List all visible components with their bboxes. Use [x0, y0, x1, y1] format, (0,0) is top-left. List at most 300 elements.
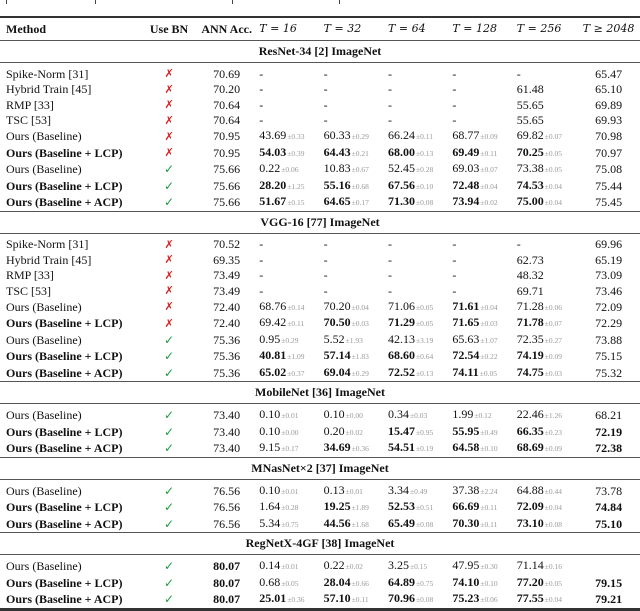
accuracy-value: 0.22: [323, 558, 345, 572]
table-row: [0, 365, 640, 382]
std-dev: ±0.13: [416, 368, 434, 378]
std-dev: ±0.06: [480, 595, 498, 604]
accuracy-value: 55.65: [516, 97, 544, 112]
accuracy-value: 69.42: [259, 315, 287, 329]
accuracy-value: -: [452, 66, 457, 81]
accuracy-cell: [513, 194, 577, 211]
table-row: [0, 194, 640, 211]
accuracy-value: -: [452, 237, 457, 251]
accuracy-cell: [513, 499, 577, 516]
accuracy-value: -: [388, 66, 393, 81]
accuracy-cell: [255, 558, 319, 575]
accuracy-value: 0.34: [388, 407, 410, 421]
accuracy-value: 65.63: [452, 331, 480, 346]
accuracy-value: 72.48: [452, 177, 480, 192]
method-cell: Hybrid Train [45]: [6, 82, 92, 96]
accuracy-t2048-cell: 65.47: [595, 66, 623, 81]
accuracy-cell: [448, 516, 512, 533]
accuracy-value: 75.00: [516, 194, 544, 208]
accuracy-cell: [255, 483, 319, 500]
accuracy-t2048-cell: 65.10: [595, 82, 623, 96]
accuracy-cell: [255, 161, 319, 178]
section-title: MobileNet [36] ImageNet: [0, 382, 640, 404]
accuracy-value: 71.28: [516, 298, 544, 313]
use-bn-cell: [140, 237, 198, 253]
std-dev: ±0.03: [410, 411, 428, 420]
accuracy-cell: [320, 113, 384, 129]
accuracy-value: -: [259, 283, 264, 298]
accuracy-value: 70.50: [323, 315, 351, 329]
accuracy-cell: [255, 178, 319, 195]
accuracy-cell: [384, 66, 448, 82]
accuracy-value: 70.20: [323, 298, 351, 313]
accuracy-value: 71.29: [388, 315, 416, 329]
std-dev: ±0.13: [416, 148, 434, 158]
accuracy-cell: [448, 237, 512, 253]
accuracy-cell: [448, 145, 512, 162]
accuracy-value: -: [452, 113, 457, 127]
accuracy-cell: [513, 252, 577, 268]
method-cell: Ours (Baseline): [6, 129, 82, 143]
accuracy-cell: [513, 97, 577, 113]
accuracy-value: 28.20: [259, 177, 287, 192]
std-dev: ±0.15: [287, 198, 305, 207]
accuracy-value: 71.14: [516, 558, 544, 572]
accuracy-cell: [384, 283, 448, 299]
table-row: [0, 315, 640, 332]
std-dev: ±0.02: [480, 198, 498, 207]
accuracy-value: 73.38: [516, 161, 544, 175]
ann-acc-cell: 70.52: [213, 237, 241, 251]
std-dev: ±0.28: [281, 503, 299, 512]
use-bn-cell: [140, 178, 198, 195]
use-bn-cell: [140, 348, 198, 365]
accuracy-t2048-cell: 73.78: [595, 483, 623, 498]
accuracy-cell: [384, 237, 448, 253]
method-cell: Ours (Baseline): [6, 559, 82, 573]
check-icon: ✓: [164, 349, 175, 363]
cross-icon: ✗: [164, 268, 174, 282]
accuracy-value: -: [259, 97, 264, 112]
table-row: [0, 237, 640, 253]
std-dev: ±0.67: [351, 165, 369, 174]
accuracy-cell: [513, 82, 577, 98]
header-t128: T = 128: [448, 17, 512, 41]
std-dev: ±3.19: [416, 335, 434, 345]
accuracy-t2048-cell: 74.84: [595, 500, 623, 514]
accuracy-value: 72.35: [516, 331, 544, 346]
accuracy-value: -: [516, 66, 521, 81]
use-bn-cell: [140, 575, 198, 592]
std-dev: ±0.02: [345, 427, 363, 437]
accuracy-value: 70.30: [452, 515, 480, 530]
accuracy-value: 0.10: [259, 482, 281, 497]
std-dev: ±0.12: [474, 411, 492, 420]
std-dev: ±0.49: [410, 486, 428, 496]
std-dev: ±0.03: [544, 368, 563, 378]
std-dev: ±0.36: [351, 444, 369, 453]
accuracy-cell: [513, 268, 577, 284]
use-bn-cell: [140, 128, 198, 145]
accuracy-t2048-cell: 75.10: [595, 516, 623, 531]
accuracy-cell: [320, 66, 384, 82]
accuracy-cell: [448, 424, 512, 441]
accuracy-value: -: [259, 66, 264, 81]
accuracy-value: 0.95: [259, 331, 281, 346]
std-dev: ±0.08: [416, 519, 434, 529]
table-row: [0, 299, 640, 316]
method-cell: Ours (Baseline + ACP): [6, 365, 123, 380]
check-icon: ✓: [164, 500, 175, 514]
std-dev: ±0.05: [416, 319, 434, 328]
accuracy-cell: [320, 332, 384, 349]
accuracy-cell: [320, 252, 384, 268]
use-bn-cell: [140, 558, 198, 575]
accuracy-value: 69.04: [323, 364, 351, 379]
accuracy-value: 52.53: [388, 499, 416, 513]
std-dev: ±0.04: [480, 302, 498, 312]
check-icon: ✓: [164, 408, 175, 422]
accuracy-cell: [384, 575, 448, 592]
accuracy-value: 71.65: [452, 315, 480, 329]
accuracy-value: 57.10: [323, 591, 351, 605]
ann-acc-cell: 70.95: [213, 129, 241, 143]
accuracy-cell: [255, 268, 319, 284]
std-dev: ±0.95: [416, 427, 434, 437]
accuracy-cell: [448, 194, 512, 211]
std-dev: ±0.37: [287, 368, 305, 378]
accuracy-value: 64.43: [323, 144, 351, 159]
accuracy-value: 64.88: [516, 482, 544, 497]
accuracy-value: 68.76: [259, 298, 287, 313]
accuracy-cell: [448, 499, 512, 516]
std-dev: ±0.01: [345, 486, 363, 496]
check-icon: ✓: [164, 559, 175, 573]
cross-icon: ✗: [164, 253, 174, 266]
accuracy-cell: [384, 591, 448, 609]
section-header-row: [0, 533, 640, 555]
accuracy-value: -: [452, 97, 457, 112]
ann-acc-cell: 75.66: [213, 162, 241, 176]
accuracy-value: -: [323, 283, 328, 298]
accuracy-value: -: [452, 283, 457, 298]
accuracy-cell: [448, 365, 512, 382]
accuracy-cell: [320, 194, 384, 211]
accuracy-value: -: [259, 82, 264, 96]
accuracy-cell: [448, 483, 512, 500]
accuracy-value: -: [259, 268, 264, 282]
accuracy-cell: [513, 483, 577, 500]
accuracy-cell: [255, 348, 319, 365]
method-cell: Ours (Baseline + LCP): [6, 575, 123, 590]
std-dev: ±0.04: [351, 302, 369, 312]
method-cell: RMP [33]: [6, 97, 54, 112]
accuracy-cell: [384, 252, 448, 268]
accuracy-value: 22.46: [516, 407, 544, 421]
method-cell: Spike-Norm [31]: [6, 66, 89, 81]
std-dev: ±0.01: [281, 486, 299, 496]
accuracy-cell: [513, 365, 577, 382]
std-dev: ±0.04: [544, 503, 563, 512]
std-dev: ±0.08: [416, 595, 434, 604]
accuracy-value: 5.52: [323, 331, 345, 346]
std-dev: ±0.64: [416, 352, 434, 361]
accuracy-t2048-cell: 79.21: [577, 591, 640, 609]
use-bn-cell: [140, 252, 198, 268]
header-method: Method: [0, 17, 140, 41]
method-cell: Ours (Baseline): [6, 299, 82, 314]
use-bn-cell: [140, 499, 198, 516]
accuracy-value: 73.10: [516, 515, 544, 530]
accuracy-cell: [448, 252, 512, 268]
std-dev: ±2.24: [480, 486, 498, 496]
accuracy-value: -: [388, 252, 393, 267]
accuracy-cell: [320, 499, 384, 516]
accuracy-cell: [255, 591, 319, 609]
accuracy-cell: [448, 178, 512, 195]
section-title: MNasNet×2 [37] ImageNet: [0, 457, 640, 479]
accuracy-value: 0.10: [259, 407, 281, 421]
accuracy-cell: [513, 332, 577, 349]
accuracy-value: 74.19: [516, 348, 544, 362]
use-bn-cell: [140, 66, 198, 82]
accuracy-cell: [255, 145, 319, 162]
check-icon: ✓: [164, 483, 175, 498]
std-dev: ±0.06: [544, 302, 563, 312]
use-bn-cell: [140, 315, 198, 332]
accuracy-value: 51.67: [259, 194, 287, 208]
use-bn-cell: [140, 332, 198, 349]
accuracy-value: 74.10: [452, 574, 480, 589]
ann-acc-cell: 75.66: [213, 178, 241, 193]
accuracy-value: 10.83: [323, 161, 351, 175]
accuracy-cell: [255, 66, 319, 82]
accuracy-t2048-cell: 69.89: [595, 97, 623, 112]
table-row: [0, 348, 640, 365]
ann-acc-cell: 76.56: [213, 500, 241, 514]
accuracy-cell: [448, 268, 512, 284]
accuracy-value: -: [323, 66, 328, 81]
method-cell: Ours (Baseline): [6, 332, 82, 347]
accuracy-t2048-cell: 73.88: [595, 332, 623, 347]
std-dev: ±0.22: [480, 352, 498, 361]
std-dev: ±0.07: [544, 132, 563, 141]
accuracy-value: 9.15: [259, 440, 281, 454]
ann-acc-cell: 73.40: [213, 441, 241, 455]
table-row: [0, 483, 640, 500]
accuracy-cell: [320, 237, 384, 253]
std-dev: ±0.17: [281, 444, 299, 453]
accuracy-cell: [255, 575, 319, 592]
method-cell: Ours (Baseline): [6, 483, 82, 498]
std-dev: ±0.36: [287, 595, 305, 604]
accuracy-cell: [448, 315, 512, 332]
accuracy-value: 15.47: [388, 423, 416, 438]
std-dev: ±0.05: [479, 368, 497, 378]
ann-acc-cell: 75.36: [213, 332, 241, 347]
ann-acc-cell: 73.40: [213, 408, 241, 422]
std-dev: ±0.09: [480, 132, 498, 141]
accuracy-value: 77.20: [516, 574, 544, 589]
accuracy-t2048-cell: 75.32: [595, 365, 623, 380]
accuracy-value: 72.54: [452, 348, 480, 362]
check-icon: ✓: [164, 441, 175, 455]
accuracy-value: 3.25: [388, 558, 410, 572]
accuracy-cell: [255, 365, 319, 382]
use-bn-cell: [140, 483, 198, 500]
accuracy-cell: [448, 161, 512, 178]
ann-acc-cell: 75.66: [213, 195, 241, 209]
accuracy-value: 48.32: [516, 268, 544, 282]
accuracy-value: 40.81: [259, 348, 287, 362]
cross-icon: ✗: [164, 98, 174, 111]
accuracy-value: 70.25: [516, 144, 544, 159]
method-cell: Ours (Baseline + ACP): [0, 591, 140, 609]
std-dev: ±0.02: [345, 562, 363, 571]
use-bn-cell: [140, 283, 198, 299]
table-row: [0, 128, 640, 145]
std-dev: ±0.14: [287, 302, 305, 312]
accuracy-value: 43.69: [259, 128, 287, 142]
accuracy-t2048-cell: 72.09: [595, 299, 623, 314]
accuracy-cell: [448, 332, 512, 349]
method-cell: Ours (Baseline + ACP): [6, 441, 123, 455]
check-icon: ✓: [164, 332, 175, 347]
cross-icon: ✗: [164, 82, 174, 96]
section-title: RegNetX-4GF [38] ImageNet: [0, 533, 640, 555]
method-cell: Hybrid Train [45]: [6, 252, 92, 267]
std-dev: ±0.49: [480, 427, 498, 437]
table-row: [0, 499, 640, 516]
accuracy-cell: [320, 283, 384, 299]
cross-icon: ✗: [164, 300, 174, 313]
accuracy-value: 66.35: [516, 423, 544, 438]
std-dev: ±1.09: [287, 352, 305, 361]
accuracy-cell: [513, 424, 577, 441]
accuracy-value: 64.65: [323, 194, 351, 208]
std-dev: ±0.11: [480, 503, 498, 512]
std-dev: ±0.11: [287, 319, 305, 328]
accuracy-cell: [384, 315, 448, 332]
header-t32: T = 32: [320, 17, 384, 41]
accuracy-value: 62.73: [516, 252, 544, 267]
accuracy-value: 60.33: [323, 128, 351, 142]
accuracy-cell: [448, 575, 512, 592]
std-dev: ±0.04: [544, 595, 563, 604]
section-header-row: [0, 457, 640, 479]
accuracy-value: 42.13: [388, 331, 416, 346]
accuracy-cell: [448, 440, 512, 457]
check-icon: ✓: [164, 575, 175, 590]
accuracy-value: 0.10: [259, 423, 281, 438]
table-row: [0, 97, 640, 113]
accuracy-cell: [255, 97, 319, 113]
std-dev: ±0.06: [281, 165, 299, 174]
std-dev: ±1.93: [345, 335, 363, 345]
accuracy-value: 71.78: [516, 315, 544, 329]
accuracy-value: -: [323, 237, 328, 251]
accuracy-value: 55.16: [323, 177, 351, 192]
accuracy-cell: [384, 424, 448, 441]
table-row: [0, 440, 640, 457]
std-dev: ±0.16: [544, 562, 563, 571]
accuracy-t2048-cell: 69.96: [595, 237, 623, 251]
ann-acc-cell: 80.07: [213, 575, 241, 590]
accuracy-value: 28.04: [323, 574, 351, 589]
accuracy-cell: [384, 268, 448, 284]
table-row: [0, 66, 640, 82]
accuracy-value: 77.55: [516, 591, 544, 605]
accuracy-value: 74.53: [516, 177, 544, 192]
accuracy-value: 68.69: [516, 440, 544, 454]
accuracy-value: 69.71: [516, 283, 544, 298]
std-dev: ±0.17: [351, 198, 369, 207]
method-cell: Ours (Baseline + LCP): [6, 424, 123, 439]
accuracy-cell: [448, 348, 512, 365]
accuracy-cell: [384, 558, 448, 575]
accuracy-cell: [448, 591, 512, 609]
header-t16: T = 16: [255, 17, 319, 41]
cross-icon: ✗: [164, 129, 174, 143]
table-row: [0, 268, 640, 284]
table-row: [0, 407, 640, 424]
accuracy-cell: [320, 128, 384, 145]
method-cell: Ours (Baseline + LCP): [6, 316, 123, 330]
accuracy-cell: [384, 299, 448, 316]
accuracy-value: -: [388, 97, 393, 112]
accuracy-value: 75.23: [452, 591, 480, 605]
table-row: [0, 283, 640, 299]
cross-icon: ✗: [164, 316, 174, 330]
accuracy-cell: [320, 315, 384, 332]
accuracy-value: 0.13: [323, 482, 345, 497]
accuracy-cell: [255, 516, 319, 533]
method-cell: TSC [53]: [6, 113, 51, 127]
accuracy-cell: [320, 97, 384, 113]
std-dev: ±0.11: [480, 519, 498, 529]
std-dev: ±0.05: [281, 578, 299, 588]
accuracy-value: -: [452, 82, 457, 96]
accuracy-t2048-cell: 72.29: [595, 316, 623, 330]
std-dev: ±0.30: [480, 562, 498, 571]
accuracy-cell: [320, 424, 384, 441]
std-dev: ±0.10: [480, 578, 498, 588]
accuracy-value: 37.38: [452, 482, 480, 497]
accuracy-value: 74.75: [516, 364, 544, 379]
accuracy-cell: [384, 332, 448, 349]
accuracy-value: 73.94: [452, 194, 480, 208]
accuracy-cell: [255, 332, 319, 349]
use-bn-cell: [140, 407, 198, 424]
accuracy-value: 52.45: [388, 161, 416, 175]
accuracy-cell: [448, 299, 512, 316]
accuracy-value: 70.96: [388, 591, 416, 605]
ann-acc-cell: 75.36: [213, 349, 241, 363]
accuracy-value: -: [323, 97, 328, 112]
accuracy-cell: [255, 299, 319, 316]
table-row: [0, 82, 640, 98]
method-cell: Ours (Baseline): [6, 162, 82, 176]
accuracy-value: 68.00: [388, 144, 416, 159]
accuracy-value: -: [388, 82, 393, 96]
method-cell: Spike-Norm [31]: [6, 237, 89, 251]
std-dev: ±0.08: [544, 519, 563, 529]
accuracy-cell: [513, 575, 577, 592]
use-bn-cell: [140, 516, 198, 533]
accuracy-cell: [320, 348, 384, 365]
accuracy-value: -: [323, 113, 328, 127]
ann-acc-cell: 69.35: [213, 252, 241, 267]
